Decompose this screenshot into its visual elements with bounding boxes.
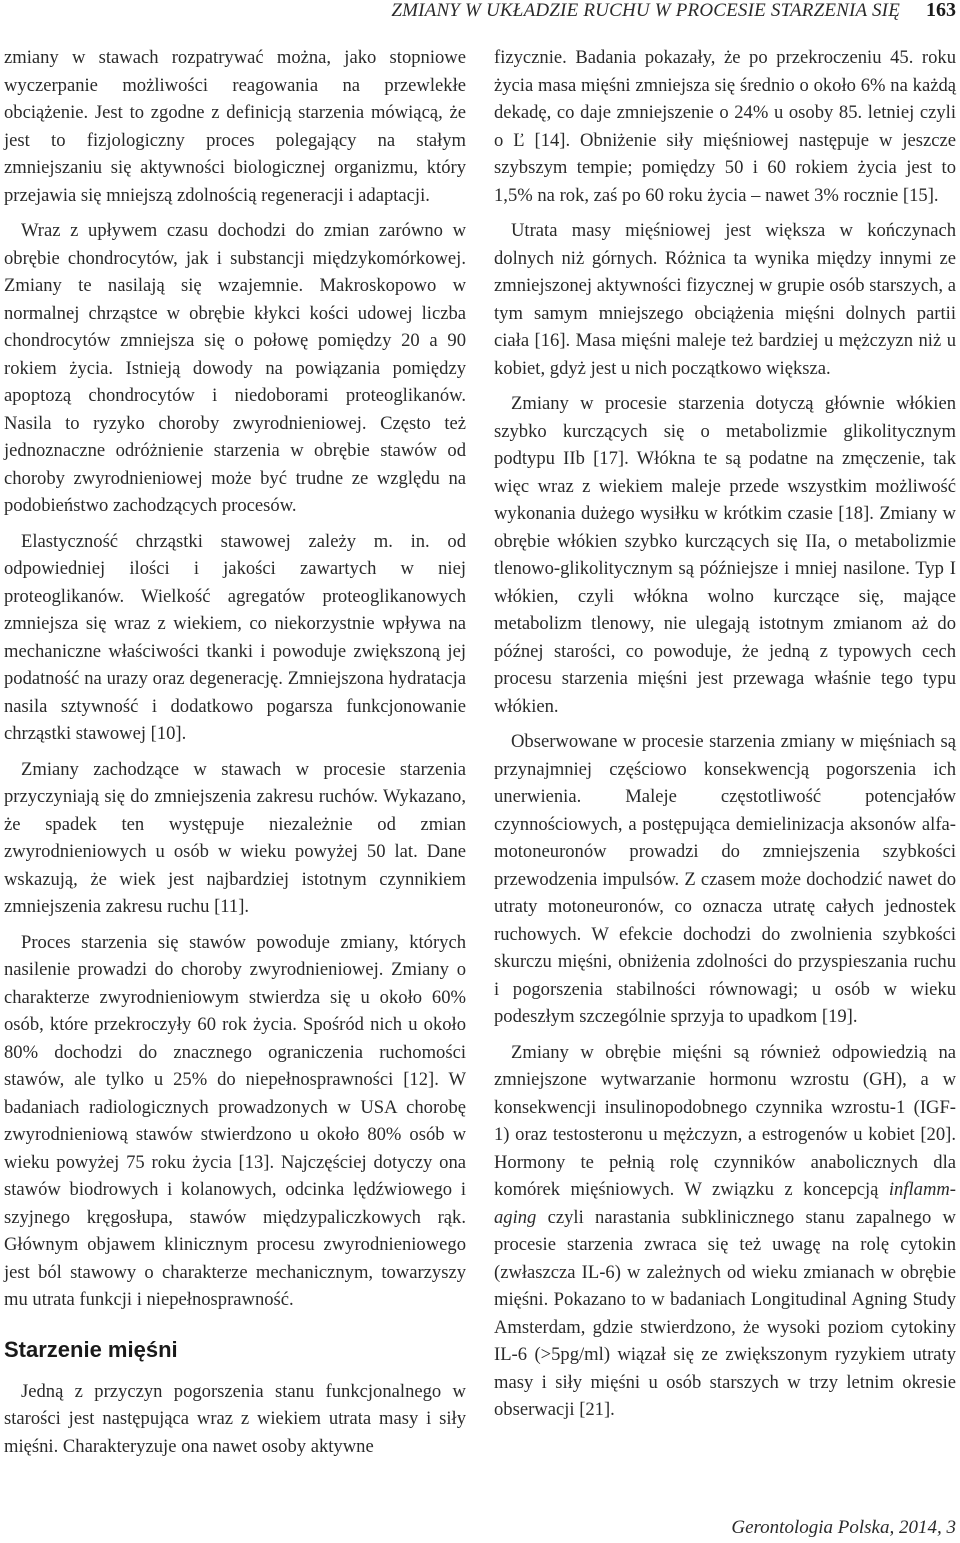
paragraph-text: Zmiany w obrębie mięśni są również odpowiedzią na zmniejszone wytwarzanie hormonu wzrostu (GH), a w konsekwencji insulinopodobnego czynnika wzrostu-1 (IGF-1) oraz testosteronu u mężczyzn, a estrogenów u kobiet [20]. Hormony te pełnią rolę czynników anabolicznych dla komórek mięśniowych. W związku z koncepcją	[494, 1041, 956, 1200]
paragraph: Zmiany w procesie starzenia dotyczą głównie włókien szybko kurczących się o metabolizmie glikolitycznym podtypu IIb [17]. Włókna te są podatne na zmęczenie, tak więc wraz z wiekiem maleje przede wszystkim możliwość wykonania dużego wysiłku w krótkim czasie [18]. Zmiany w obrębie włókien szybko kurczących się IIa, o metabolizmie tlenowo-glikolitycznym są późniejsze i mniej nasilone. Typ I włókien, czyli włókna wolno kurczące się, mające metabolizm tlenowy, nie ulegają istotnym zmianom aż do późnej starości, co powoduje, że jedną z typowych cech procesu starzenia mięśni jest przewaga właśnie tego typu włókien.	[494, 393, 956, 717]
page-number: 163	[926, 0, 956, 21]
paragraph: Wraz z upływem czasu dochodzi do zmian zarówno w obrębie chondrocytów, jak i substancji międzykomórkowej. Zmiany te nasilają się wzajemnie. Makroskopowo w normalnej chrząstce w obrębie kłykci kości udowej liczba chondrocytów zmniejsza się o połowę pomiędzy 20 a 90 rokiem życia. Istnieją dowody na powiązania pomiędzy apoptozą chondrocytów i niedoborami proteoglikanów. Nasila to ryzyko choroby zwyrodnieniowej. Często też jednoznaczne odróżnienie starzenia w obrębie stawów od choroby zwyrodnieniowej może być trudne ze względu na podobieństwo zachodzących procesów.	[4, 220, 466, 516]
paragraph: fizycznie. Badania pokazały, że po przekroczeniu 45. roku życia masa mięśni zmniejsza się średnio o około 6% na każdą dekadę, co daje zmniejszenie o 24% u osoby 85. letniej czyli o Ľ [14]. Obniżenie siły mięśniowej następuje w jeszcze szybszym tempie; pomiędzy 50 i 60 rokiem życia jest to 1,5% na rok, zaś po 60 roku życia – nawet 3% rocznie [15].	[494, 47, 956, 206]
paragraph: Obserwowane w procesie starzenia zmiany w mięśniach są przynajmniej częściowo konsekwencją pogorszenia ich unerwienia. Maleje częstotliwość potencjałów czynnościowych, a postępująca demielinizacja aksonów alfa-motoneuronów prowadzi do zmniejszenia szybkości przewodzenia impulsów. Z czasem może dochodzić nawet do utraty motoneuronów, co oznacza utratę całych jednostek ruchowych. W efekcie dochodzi do zwolnienia szybkości skurczu mięśni, obniżenia zdolności do przyspieszania ruchu i pogorszenia stabilności równowagi; u osób w wieku podeszłym szczególnie sprzyja to upadkom [19].	[494, 731, 956, 1027]
paragraph: Jedną z przyczyn pogorszenia stanu funkcjonalnego w starości jest następująca wraz z wiekiem utrata masy i siły mięśni. Charakteryzuje ona nawet osoby aktywne	[4, 1380, 466, 1457]
paragraph: Elastyczność chrząstki stawowej zależy m. in. od odpowiedniej ilości i jakości zawartych w niej proteoglikanów. Wielkość agregatów proteoglikanowych zmniejsza się wraz z wiekiem, co niekorzystnie wpływa na mechaniczne właściwości tkanki i powoduje zwiększoną jej podatność na urazy oraz degenerację. Zmniejszona hydratacja nasila sztywność i dodatkowo pogarsza funkcjonowanie chrząstki stawowej [10].	[4, 530, 466, 744]
running-header-title: ZMIANY W UKŁADZIE RUCHU W PROCESIE STARZENIA SIĘ	[391, 0, 900, 21]
paragraph: Proces starzenia się stawów powoduje zmiany, których nasilenie prowadzi do choroby zwyrodnieniowej. Zmiany o charakterze zwyrodnieniowym stwierdza się u około 60% osób, które przekroczyły 60 rok życia. Spośród nich u około 80% dochodzi do znacznego ograniczenia ruchomości stawów, ale tylko u 25% do niepełnosprawności [12]. W badaniach radiologicznych prowadzonych w USA chorobę zwyrodnieniową stawów stwierdzono u około 80% osób w wieku powyżej 75 roku życia [13]. Najczęściej dotyczy ona stawów biodrowych i kolanowych, odcinka lędźwiowego i szyjnego kręgosłupa, stawów międzypaliczkowych rąk. Głównym objawem klinicznym procesu zwyrodnieniowego jest ból stawowy o charakterze mechanicznym, towarzyszy mu utrata funkcji i niepełnosprawność.	[4, 931, 466, 1310]
journal-footer: Gerontologia Polska, 2014, 3	[731, 1517, 956, 1538]
paragraph: Zmiany zachodzące w stawach w procesie starzenia przyczyniają się do zmniejszenia zakresu ruchów. Wykazano, że spadek ten występuje niezależnie od zmian zwyrodnieniowych u osób w wieku powyżej 50 lat. Dane wskazują, że wiek jest najbardziej istotnym czynnikiem zmniejszenia zakresu ruchu [11].	[4, 758, 466, 917]
paragraph: zmiany w stawach rozpatrywać można, jako stopniowe wyczerpanie możliwości reagowania na przewlekłe obciążenie. Jest to zgodne z definicją starzenia mówiącą, że jest to fizjologiczny proces polegający na stałym zmniejszaniu się aktywności biologicznej organizmu, który przejawia się mniejszą zdolnością regeneracji i adaptacji.	[4, 47, 466, 206]
section-heading: Starzenie mięśni	[4, 1336, 178, 1362]
emphasized-term: inflamm-aging	[494, 1179, 956, 1228]
running-header	[0, 0, 960, 28]
paragraph: Utrata masy mięśniowej jest większa w kończynach dolnych niż górnych. Różnica ta wynika między innymi ze zmniejszonej aktywności fizycznej w grupie osób starszych, a tym samym mniejszego obciążenia mięśni dolnych partii ciała [16]. Masa mięśni maleje też bardziej u mężczyzn niż u kobiet, gdyż jest u nich początkowo większa.	[494, 220, 956, 379]
paragraph-text: czyli narastania subklinicznego stanu zapalnego w procesie starzenia zwraca się też uwagę na rolę cytokin (zwłaszcza IL-6) w zależnych od wieku zmianach w obrębie mięśni. Pokazano to w badaniach Longitudinal Agning Study Amsterdam, gdzie stwierdzono, że wysoki poziom cytokiny IL-6 (>5pg/ml) wiązał się ze zwiększonym ryzykiem utraty masy i siły mięśni u osób starszych w trzy letnim okresie obserwacji [21].	[494, 1206, 956, 1420]
left-column	[4, 44, 466, 1460]
right-column	[494, 44, 956, 1424]
paragraph	[494, 1039, 956, 1424]
